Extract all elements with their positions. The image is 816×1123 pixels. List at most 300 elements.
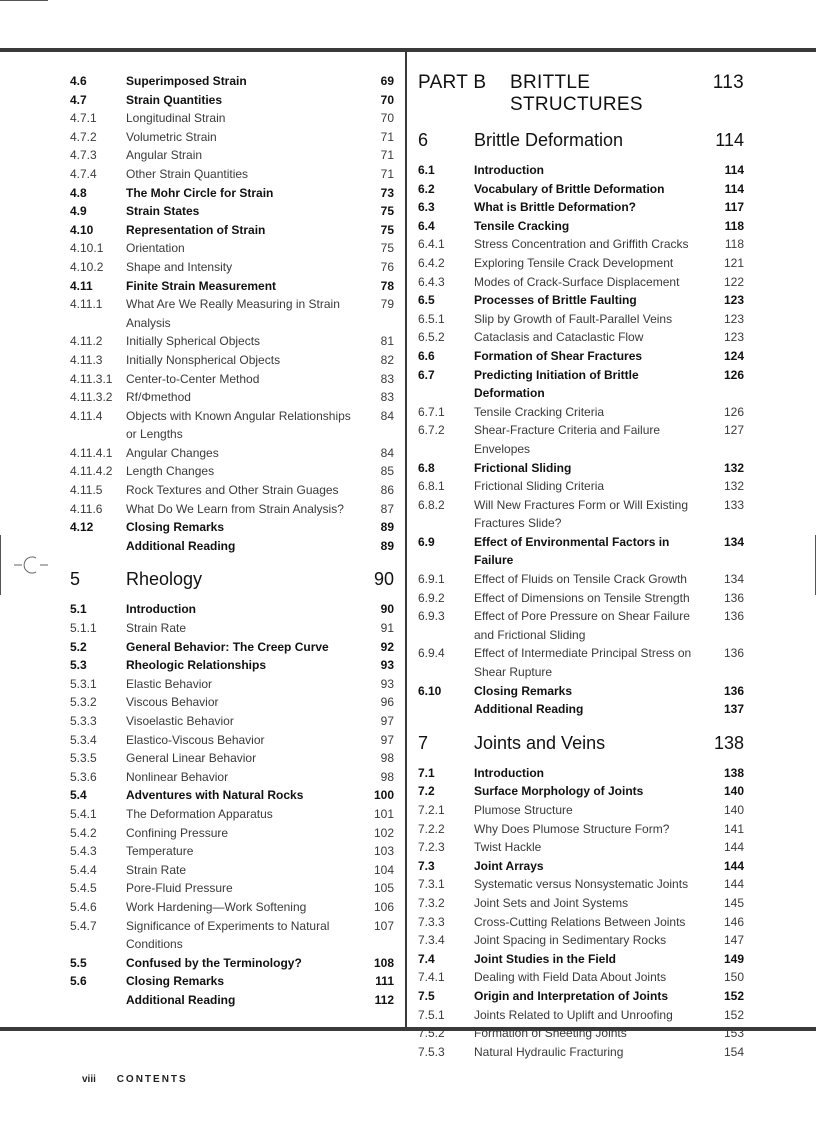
page-number: 84 xyxy=(380,408,394,423)
section-number: 5.4.4 xyxy=(70,862,97,877)
section-title: What Are We Really Measuring in Strain Analysis xyxy=(126,297,340,330)
section-title: Joints Related to Uplift and Unroofing xyxy=(474,1007,673,1022)
section-title: Why Does Plumose Structure Form? xyxy=(474,821,670,836)
page-number: 82 xyxy=(380,352,394,367)
toc-entry xyxy=(70,712,394,731)
toc-entry xyxy=(418,235,744,254)
toc-entry xyxy=(70,537,394,556)
section-number: 4.11.2 xyxy=(70,334,103,349)
toc-entry xyxy=(70,842,394,861)
toc-entry xyxy=(70,600,394,619)
section-number: 4.10 xyxy=(70,222,94,237)
page-number: 137 xyxy=(723,702,744,717)
section-title: Joint Studies in the Field xyxy=(474,951,617,966)
chapter-heading xyxy=(418,130,744,151)
section-title: Volumetric Strain xyxy=(126,129,217,144)
section-number: 6.5 xyxy=(418,293,435,308)
toc-entry xyxy=(418,607,744,644)
section-title: Frictional Sliding xyxy=(474,460,572,475)
section-number: 6.7.1 xyxy=(418,404,445,419)
crop-mark-left xyxy=(0,535,1,595)
page-number: 75 xyxy=(380,222,394,237)
page-number: 126 xyxy=(723,367,744,382)
section-title: What Do We Learn from Strain Analysis? xyxy=(126,501,344,516)
section-title: Temperature xyxy=(126,844,194,859)
page-number: 83 xyxy=(380,390,394,405)
page-number: 154 xyxy=(723,1044,744,1059)
toc-entry xyxy=(70,879,394,898)
section-title: Introduction xyxy=(126,602,196,617)
page-number: 114 xyxy=(724,163,744,177)
section-title: Length Changes xyxy=(126,464,215,479)
section-number: 4.7.4 xyxy=(70,166,97,181)
section-title: Tensile Cracking xyxy=(474,218,570,233)
toc-entry xyxy=(418,273,744,292)
part-page: 113 xyxy=(712,72,744,93)
section-title: Angular Changes xyxy=(126,445,219,460)
chapter-page: 90 xyxy=(373,569,394,590)
toc-entry xyxy=(70,184,394,203)
section-number: 6.4 xyxy=(418,218,435,233)
section-number: 6.4.1 xyxy=(418,237,445,252)
page-number: 96 xyxy=(380,695,394,710)
section-title: The Deformation Apparatus xyxy=(126,806,273,821)
toc-entry xyxy=(418,347,744,366)
section-number: 6.9.4 xyxy=(418,646,445,661)
section-number: 7.3.3 xyxy=(418,914,445,929)
page-number: 153 xyxy=(723,1026,744,1041)
section-number: 5.4.5 xyxy=(70,881,97,896)
section-title: Center-to-Center Method xyxy=(126,371,260,386)
section-number: 7.5 xyxy=(418,988,435,1003)
toc-entry xyxy=(70,518,394,537)
part-title: BRITTLE STRUCTURES xyxy=(510,72,643,115)
chapter-heading xyxy=(418,733,744,754)
toc-entry xyxy=(418,801,744,820)
page-number: 90 xyxy=(380,602,394,617)
section-title: Rf/Φmethod xyxy=(126,390,191,405)
section-title: Elastic Behavior xyxy=(126,676,213,691)
section-title: Nonlinear Behavior xyxy=(126,769,229,784)
section-title: Plumose Structure xyxy=(474,803,573,817)
chapter-number: 6 xyxy=(418,130,429,150)
page-number: 107 xyxy=(373,918,394,933)
section-number: 7.4 xyxy=(418,951,435,966)
page-number: 89 xyxy=(380,520,394,535)
toc-entry xyxy=(418,782,744,801)
section-title: Processes of Brittle Faulting xyxy=(474,293,637,308)
page-number: 134 xyxy=(723,534,744,549)
page-number: 124 xyxy=(723,348,744,363)
page-number: 87 xyxy=(380,501,394,516)
toc-entry xyxy=(418,310,744,329)
page-number: 71 xyxy=(380,129,394,144)
page-number: 84 xyxy=(380,445,394,460)
toc-entry xyxy=(70,619,394,638)
page-number: 92 xyxy=(380,639,394,654)
toc-entry xyxy=(418,403,744,422)
toc-entry xyxy=(418,217,744,236)
section-number: 5.4.6 xyxy=(70,899,97,914)
section-title: Finite Strain Measurement xyxy=(126,278,277,293)
section-title: Significance of Experiments to Natural Conditions xyxy=(126,918,330,952)
toc-entry xyxy=(70,861,394,880)
section-number: 7.2.1 xyxy=(418,803,445,817)
section-number: 6.1 xyxy=(418,163,435,177)
page-number: 152 xyxy=(723,1007,744,1022)
page-number: 140 xyxy=(723,784,744,799)
section-title: Other Strain Quantities xyxy=(126,166,249,181)
section-title: Introduction xyxy=(474,163,544,177)
page-number: 118 xyxy=(724,218,744,233)
section-number: 4.11 xyxy=(70,278,93,293)
page-number: 123 xyxy=(723,293,744,308)
page-number: 97 xyxy=(380,732,394,747)
page-number: 136 xyxy=(723,609,744,624)
toc-entry xyxy=(418,1043,744,1062)
page-number: 127 xyxy=(723,423,744,438)
page-number: 102 xyxy=(373,825,394,840)
section-number: 6.5.2 xyxy=(418,330,445,345)
section-title: Modes of Crack-Surface Displacement xyxy=(474,274,680,289)
chapter-title: Joints and Veins xyxy=(474,732,606,753)
section-number: 5.4.3 xyxy=(70,844,97,859)
toc-entry xyxy=(70,693,394,712)
section-title: Formation of Shear Fractures xyxy=(474,348,643,363)
chapter-heading xyxy=(70,569,394,590)
section-title: Effect of Pore Pressure on Shear Failure and Frictional Sliding xyxy=(474,609,690,642)
page-number: 76 xyxy=(380,259,394,274)
page-number: 123 xyxy=(723,330,744,345)
section-title: Strain Rate xyxy=(126,621,187,636)
toc-entry xyxy=(70,675,394,694)
section-number: 7.3.2 xyxy=(418,895,445,910)
section-title: Adventures with Natural Rocks xyxy=(126,788,304,803)
section-title: Twist Hackle xyxy=(474,840,542,855)
section-number: 5.3.6 xyxy=(70,769,97,784)
section-number: 5.4.1 xyxy=(70,806,97,821)
toc-entry xyxy=(70,444,394,463)
section-title: Closing Remarks xyxy=(474,683,573,698)
section-number: 4.12 xyxy=(70,520,94,535)
section-title: Predicting Initiation of Brittle Deformation xyxy=(474,367,639,401)
section-title: Objects with Known Angular Relationships or Lengths xyxy=(126,408,351,442)
section-title: Additional Reading xyxy=(126,992,236,1007)
section-number: 5.1 xyxy=(70,602,87,617)
section-number: 5.3.4 xyxy=(70,732,97,747)
section-number: 6.8.1 xyxy=(418,479,445,494)
toc-entry xyxy=(70,462,394,481)
page-number: 147 xyxy=(723,933,744,948)
section-number: 5.4 xyxy=(70,788,87,803)
section-title: Initially Spherical Objects xyxy=(126,334,261,349)
page-number: 69 xyxy=(380,74,394,88)
toc-entry xyxy=(70,898,394,917)
toc-entry xyxy=(70,481,394,500)
toc-entry xyxy=(70,407,394,444)
section-title: Cross-Cutting Relations Between Joints xyxy=(474,914,686,929)
page-number: 136 xyxy=(723,683,744,698)
toc-entry xyxy=(418,950,744,969)
section-number: 7.5.3 xyxy=(418,1044,445,1059)
toc-entry xyxy=(418,328,744,347)
toc-entry xyxy=(418,533,744,570)
toc-entry xyxy=(70,500,394,519)
toc-entry xyxy=(70,295,394,332)
toc-entry xyxy=(418,931,744,950)
page-number: 141 xyxy=(723,821,744,836)
toc-entry xyxy=(70,109,394,128)
section-title: Strain States xyxy=(126,204,200,219)
section-title: General Linear Behavior xyxy=(126,751,257,766)
section-number: 7.2.2 xyxy=(418,821,445,836)
page-number: 138 xyxy=(723,765,744,780)
toc-entry xyxy=(70,165,394,184)
section-title: Effect of Environmental Factors in Failure xyxy=(474,534,670,568)
page-number: 75 xyxy=(380,204,394,219)
page-number: 105 xyxy=(373,881,394,896)
toc-entry xyxy=(418,700,744,719)
section-title: Viscous Behavior xyxy=(126,695,219,710)
section-number: 7.2 xyxy=(418,784,435,799)
section-number: 4.11.4 xyxy=(70,408,103,423)
section-number: 6.2 xyxy=(418,181,435,196)
section-title: Natural Hydraulic Fracturing xyxy=(474,1044,624,1059)
toc-entry xyxy=(70,332,394,351)
toc-entry xyxy=(70,768,394,787)
page-number: 98 xyxy=(380,769,394,784)
toc-entry xyxy=(70,917,394,954)
part-label: PART B xyxy=(418,72,487,93)
section-title: What is Brittle Deformation? xyxy=(474,200,637,215)
page-number: 104 xyxy=(373,862,394,877)
toc-entry xyxy=(70,370,394,389)
section-number: 5.4.7 xyxy=(70,918,97,933)
section-title: Effect of Intermediate Principal Stress on Shear Rupture xyxy=(474,646,692,680)
section-number: 4.7.3 xyxy=(70,148,97,163)
section-number: 7.3.4 xyxy=(418,933,445,948)
chapter-page: 114 xyxy=(715,130,744,150)
page-number: 133 xyxy=(723,497,744,512)
page-number: 101 xyxy=(373,806,394,821)
page-number: 136 xyxy=(723,590,744,605)
section-number: 5.3.2 xyxy=(70,695,97,710)
section-title: Introduction xyxy=(474,765,544,780)
toc-entry xyxy=(70,638,394,657)
section-number: 5.4.2 xyxy=(70,825,97,840)
section-number: 7.2.3 xyxy=(418,840,445,855)
toc-entry xyxy=(418,764,744,783)
page-number: 114 xyxy=(724,181,744,196)
section-number: 5.3.1 xyxy=(70,676,97,691)
folio: viii xyxy=(82,1074,96,1085)
section-number: 7.3 xyxy=(418,858,435,873)
toc-entry xyxy=(70,388,394,407)
section-number: 4.11.3.2 xyxy=(70,390,113,405)
page-number: 111 xyxy=(375,974,394,989)
section-title: Stress Concentration and Griffith Cracks xyxy=(474,237,689,252)
toc-entry xyxy=(418,459,744,478)
page-number: 134 xyxy=(723,572,744,587)
page-number: 144 xyxy=(723,877,744,892)
toc-entry xyxy=(418,875,744,894)
page-number: 121 xyxy=(723,255,744,270)
section-title: Strain Quantities xyxy=(126,92,223,107)
section-title: Closing Remarks xyxy=(126,974,225,989)
section-title: Superimposed Strain xyxy=(126,74,247,88)
section-number: 6.8.2 xyxy=(418,497,445,512)
toc-entry xyxy=(418,477,744,496)
page-number: 71 xyxy=(380,166,394,181)
section-number: 4.11.4.1 xyxy=(70,445,113,460)
toc-entry xyxy=(70,277,394,296)
toc-entry xyxy=(418,254,744,273)
page-number: 97 xyxy=(380,714,394,728)
section-number: 5.3 xyxy=(70,658,87,673)
toc-entry xyxy=(70,786,394,805)
toc-entry xyxy=(418,496,744,533)
page-number: 85 xyxy=(380,464,394,479)
section-title: The Mohr Circle for Strain xyxy=(126,185,274,200)
page-number: 100 xyxy=(373,788,394,803)
section-number: 6.9.3 xyxy=(418,609,445,624)
chapter-title: Brittle Deformation xyxy=(474,130,624,150)
crop-mark-top-left xyxy=(0,0,48,1)
page-number: 117 xyxy=(724,200,744,215)
toc-entry xyxy=(70,954,394,973)
section-title: Work Hardening—Work Softening xyxy=(126,899,307,914)
toc-entry xyxy=(418,820,744,839)
section-title: Origin and Interpretation of Joints xyxy=(474,988,669,1003)
page-number: 93 xyxy=(380,658,394,673)
section-number: 5.1.1 xyxy=(70,621,97,636)
running-head: CONTENTS xyxy=(116,1074,188,1085)
toc-entry xyxy=(418,161,744,180)
toc-entry xyxy=(418,913,744,932)
section-title: Additional Reading xyxy=(474,702,584,717)
toc-entry xyxy=(418,987,744,1006)
section-title: Closing Remarks xyxy=(126,520,225,535)
toc-entry xyxy=(70,991,394,1010)
page-number: 98 xyxy=(380,751,394,766)
toc-entry xyxy=(70,128,394,147)
section-number: 7.5.2 xyxy=(418,1026,445,1041)
toc-left-column xyxy=(70,72,394,1010)
toc-entry xyxy=(70,239,394,258)
chapter-number: 5 xyxy=(70,569,81,590)
section-title: Initially Nonspherical Objects xyxy=(126,352,281,367)
page-number: 70 xyxy=(380,92,394,107)
toc-entry xyxy=(418,180,744,199)
section-number: 6.9.1 xyxy=(418,572,445,587)
section-title: Joint Arrays xyxy=(474,858,544,873)
section-title: Representation of Strain xyxy=(126,222,266,237)
section-number: 6.6 xyxy=(418,348,435,363)
section-number: 4.10.2 xyxy=(70,259,104,274)
section-number: 4.11.4.2 xyxy=(70,464,113,479)
section-number: 4.11.1 xyxy=(70,297,103,312)
page-number: 140 xyxy=(723,803,744,817)
toc-entry xyxy=(70,258,394,277)
toc-entry xyxy=(418,421,744,458)
page-number: 78 xyxy=(380,278,394,293)
section-title: Shape and Intensity xyxy=(126,259,233,274)
section-title: Vocabulary of Brittle Deformation xyxy=(474,181,665,196)
toc-right-column xyxy=(418,72,744,1061)
section-title: Effect of Fluids on Tensile Crack Growth xyxy=(474,572,687,587)
section-title: Systematic versus Nonsystematic Joints xyxy=(474,877,689,892)
section-title: Slip by Growth of Fault-Parallel Veins xyxy=(474,311,673,326)
toc-entry xyxy=(70,731,394,750)
page-number: 93 xyxy=(380,676,394,691)
page-number: 122 xyxy=(723,274,744,289)
page-number: 144 xyxy=(723,840,744,855)
section-number: 6.7.2 xyxy=(418,423,445,438)
section-title: Shear-Fracture Criteria and Failure Envelopes xyxy=(474,423,661,456)
toc-entry xyxy=(70,656,394,675)
section-number: 7.1 xyxy=(418,765,435,780)
section-number: 5.2 xyxy=(70,639,87,654)
section-title: Orientation xyxy=(126,241,185,256)
section-title: Frictional Sliding Criteria xyxy=(474,479,605,494)
toc-entry xyxy=(418,1006,744,1025)
toc-entry xyxy=(70,824,394,843)
section-title: Strain Rate xyxy=(126,862,187,877)
section-number: 4.11.3 xyxy=(70,352,103,367)
section-title: Longitudinal Strain xyxy=(126,111,226,126)
section-number: 4.7 xyxy=(70,92,87,107)
toc-entry xyxy=(418,291,744,310)
chapter-page: 138 xyxy=(713,732,744,753)
section-number: 4.7.2 xyxy=(70,129,97,144)
page-number: 70 xyxy=(380,111,394,126)
section-number: 6.9.2 xyxy=(418,590,445,605)
section-title: Confining Pressure xyxy=(126,825,229,840)
toc-entry xyxy=(70,72,394,91)
section-title: Exploring Tensile Crack Development xyxy=(474,255,674,270)
section-title: Cataclasis and Cataclastic Flow xyxy=(474,330,644,345)
toc-entry xyxy=(418,198,744,217)
section-number: 6.7 xyxy=(418,367,435,382)
chapter-title: Rheology xyxy=(126,569,203,590)
section-title: Rock Textures and Other Strain Guages xyxy=(126,483,339,498)
page-number: 123 xyxy=(723,311,744,326)
toc-entry xyxy=(70,972,394,991)
section-number: 7.4.1 xyxy=(418,970,445,985)
toc-entry xyxy=(418,682,744,701)
page-number: 152 xyxy=(723,988,744,1003)
page-number: 86 xyxy=(380,483,394,498)
toc-entry xyxy=(418,570,744,589)
page-number: 118 xyxy=(724,237,744,252)
page-number: 144 xyxy=(723,858,744,873)
section-number: 6.10 xyxy=(418,683,442,698)
section-title: Confused by the Terminology? xyxy=(126,955,302,970)
section-number: 4.7.1 xyxy=(70,111,97,126)
section-number: 4.6 xyxy=(70,74,87,88)
section-number: 4.11.5 xyxy=(70,483,103,498)
section-title: Joint Sets and Joint Systems xyxy=(474,895,629,910)
toc-entry xyxy=(418,589,744,608)
section-title: Rheologic Relationships xyxy=(126,658,267,673)
section-title: Pore-Fluid Pressure xyxy=(126,881,233,896)
page-number: 150 xyxy=(723,970,744,985)
section-number: 5.5 xyxy=(70,955,87,970)
section-number: 7.5.1 xyxy=(418,1007,445,1022)
toc-entry xyxy=(418,968,744,987)
toc-entry xyxy=(418,894,744,913)
section-number: 5.3.5 xyxy=(70,751,97,766)
